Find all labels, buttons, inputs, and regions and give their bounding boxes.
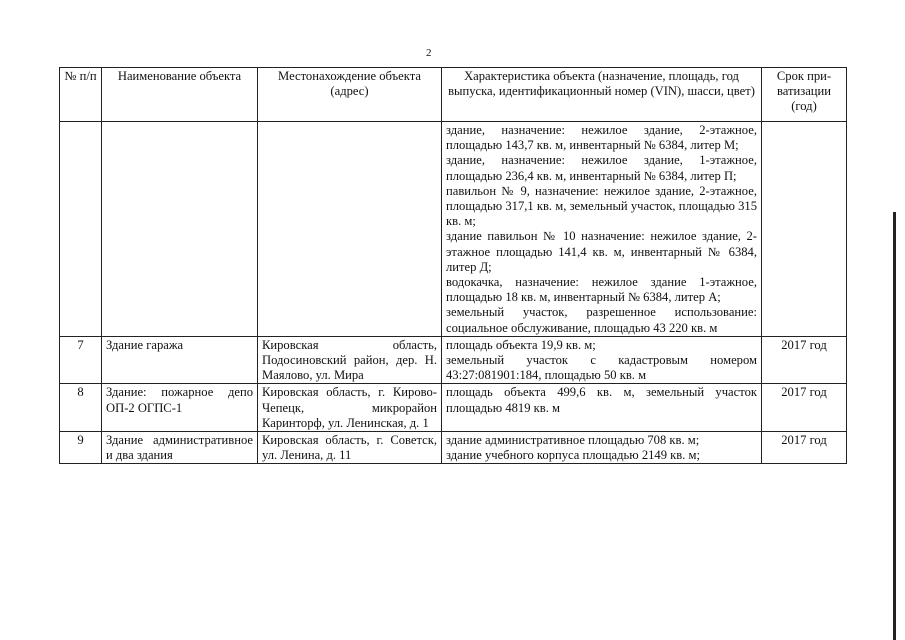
row-address: Кировская область, г. Кирово-Чепецк, микрорайон Каринторф, ул. Ленинская, д. 1: [258, 384, 442, 432]
row-num: 8: [60, 384, 102, 432]
row-name: Здание гаража: [102, 336, 258, 384]
characteristic-line: здание учебного корпуса площадью 2149 кв. м;: [446, 448, 700, 463]
row-name: Здание административное и два здания: [102, 432, 258, 464]
row-num: 7: [60, 336, 102, 384]
row-characteristics: [442, 122, 762, 337]
row-name: [102, 122, 258, 337]
page-edge-mark: [893, 212, 896, 640]
table-header-row: [60, 68, 847, 122]
row-num: 9: [60, 432, 102, 464]
characteristic-line: здание, назначение: нежилое здание, 1-этажное, площадью 236,4 кв. м, инвентарный № 6384, литер П;: [446, 153, 757, 183]
row-term: 2017 год: [762, 336, 847, 384]
row-characteristics: [442, 384, 762, 432]
row-term: 2017 год: [762, 432, 847, 464]
characteristic-line: здание павильон № 10 назначение: нежилое здание, 2-этажное площадью 141,4 кв. м, инвентарный № 6384, литер Д;: [446, 229, 757, 274]
characteristic-line: площадь объекта 499,6 кв. м, земельный участок площадью 4819 кв. м: [446, 385, 757, 415]
table-row: [60, 122, 847, 337]
header-characteristics: Характеристика объекта (назначение, площадь, год выпуска, идентификационный номер (VIN), шасси, цвет): [442, 68, 762, 122]
characteristic-line: павильон № 9, назначение: нежилое здание, 2-этажное, площадью 317,1 кв. м, земельный участок, площадью 315 кв. м;: [446, 183, 757, 229]
header-num: № п/п: [60, 68, 102, 122]
characteristic-line: земельный участок, разрешенное использование: социальное обслуживание, площадью 43 220 кв. м: [446, 305, 757, 335]
row-address: [258, 122, 442, 337]
page-number: 2: [426, 47, 432, 59]
characteristic-line: здание, назначение: нежилое здание, 2-этажное, площадью 143,7 кв. м, инвентарный № 6384, литер М;: [446, 123, 757, 153]
characteristic-line: водокачка, назначение: нежилое здание 1-этажное, площадью 18 кв. м, инвентарный № 6384, литер А;: [446, 275, 757, 305]
row-address: Кировская область, г. Советск, ул. Ленина, д. 11: [258, 432, 442, 464]
row-characteristics: [442, 432, 762, 464]
characteristic-line: площадь объекта 19,9 кв. м;: [446, 337, 596, 352]
characteristic-line: здание административное площадью 708 кв. м;: [446, 433, 700, 448]
row-address: Кировская область, Подосиновский район, дер. Н. Маялово, ул. Мира: [258, 336, 442, 384]
row-term: 2017 год: [762, 384, 847, 432]
row-num: [60, 122, 102, 337]
characteristic-line: земельный участок с кадастровым номером 43:27:081901:184, площадью 50 кв. м: [446, 353, 757, 383]
privatization-table: [59, 67, 847, 464]
row-characteristics: [442, 336, 762, 384]
header-address: Местонахождение объекта (адрес): [258, 68, 442, 122]
header-term: Срок при-ватизации (год): [762, 68, 847, 122]
table-row: [60, 432, 847, 464]
table-row: [60, 384, 847, 432]
row-term: [762, 122, 847, 337]
table-row: [60, 336, 847, 384]
row-name: Здание: пожарное депо ОП-2 ОГПС-1: [102, 384, 258, 432]
header-name: Наименование объекта: [102, 68, 258, 122]
